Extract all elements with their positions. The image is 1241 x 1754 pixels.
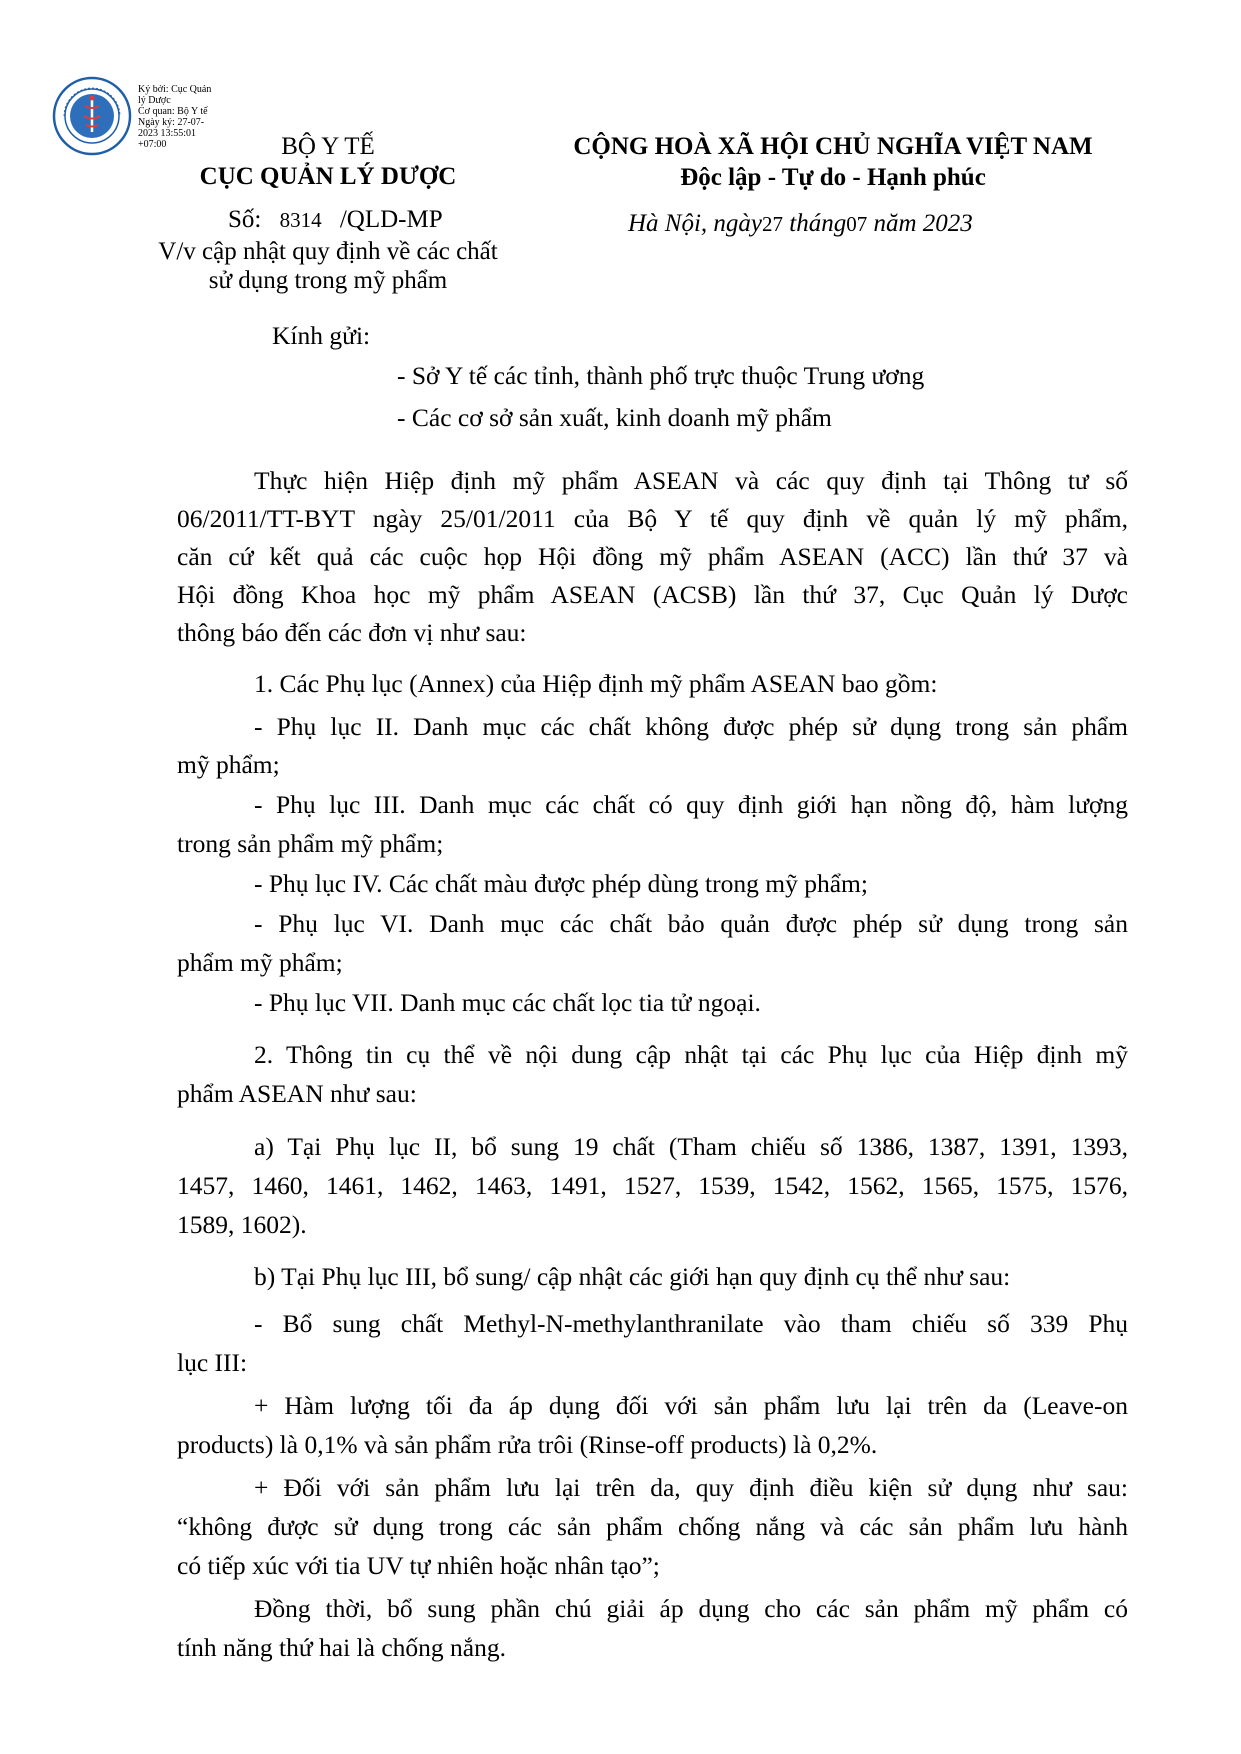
body-line: Đồng thời, bổ sung phần chú giải áp dụng cho các sản phẩm mỹ phẩm có [254, 1594, 1128, 1623]
annex-item-cont: mỹ phẩm; [177, 750, 280, 779]
signature-line: +07:00 [138, 139, 167, 150]
body-line: - Bổ sung chất Methyl-N-methylanthranilate vào tham chiếu số 339 Phụ [254, 1309, 1128, 1338]
annex-item: - Phụ lục II. Danh mục các chất không được phép sử dụng trong sản phẩm [254, 712, 1128, 741]
number-label: Số: [228, 206, 262, 233]
subject-line-1: V/v cập nhật quy định về các chất [158, 238, 498, 265]
annex-item: - Phụ lục VII. Danh mục các chất lọc tia tử ngoại. [254, 988, 761, 1017]
annex-item-cont: phẩm mỹ phẩm; [177, 948, 343, 977]
body-line: tính năng thứ hai là chống nắng. [177, 1633, 506, 1662]
signature-line: Ngày ký: 27-07- [138, 117, 205, 128]
country-name: CỘNG HOÀ XÃ HỘI CHỦ NGHĨA VIỆT NAM [573, 133, 1093, 160]
date-year: năm 2023 [873, 210, 973, 237]
number-suffix: /QLD-MP [339, 206, 443, 233]
section-heading-cont: phẩm ASEAN như sau: [177, 1079, 417, 1108]
body-line: có tiếp xúc với tia UV tự nhiên hoặc nhân tạo”; [177, 1551, 660, 1580]
agency-seal-icon [52, 76, 132, 156]
subject-line-2: sử dụng trong mỹ phẩm [208, 267, 448, 294]
section-heading: 2. Thông tin cụ thể về nội dung cập nhật tại các Phụ lục của Hiệp định mỹ [254, 1040, 1128, 1069]
document-number [228, 206, 443, 234]
body-line: Hội đồng Khoa học mỹ phẩm ASEAN (ACSB) lần thứ 37, Cục Quản lý Dược [177, 580, 1128, 609]
body-line: a) Tại Phụ lục II, bổ sung 19 chất (Tham chiếu số 1386, 1387, 1391, 1393, [254, 1132, 1128, 1161]
annex-item: - Phụ lục VI. Danh mục các chất bảo quản được phép sử dụng trong sản [254, 909, 1128, 938]
issue-date [628, 210, 973, 238]
body-line: + Hàm lượng tối đa áp dụng đối với sản phẩm lưu lại trên da (Leave-on [254, 1391, 1128, 1420]
signature-line: Ký bởi: Cục Quản [138, 84, 212, 95]
date-month-label: tháng [789, 210, 847, 237]
body-line: lục III: [177, 1348, 248, 1377]
national-motto: Độc lập - Tự do - Hạnh phúc [680, 164, 986, 191]
body-line: Thực hiện Hiệp định mỹ phẩm ASEAN và các quy định tại Thông tư số [254, 466, 1128, 495]
body-line: 06/2011/TT-BYT ngày 25/01/2011 của Bộ Y tế quy định về quản lý mỹ phẩm, [177, 504, 1128, 533]
body-line: 1457, 1460, 1461, 1462, 1463, 1491, 1527, 1539, 1542, 1562, 1565, 1575, 1576, [177, 1171, 1128, 1200]
body-line: thông báo đến các đơn vị như sau: [177, 618, 527, 647]
section-heading: 1. Các Phụ lục (Annex) của Hiệp định mỹ phẩm ASEAN bao gồm: [254, 669, 938, 698]
annex-item: - Phụ lục III. Danh mục các chất có quy định giới hạn nồng độ, hàm lượng [254, 790, 1128, 819]
date-prefix: Hà Nội, ngày [628, 210, 763, 237]
agency-name: CỤC QUẢN LÝ DƯỢC [199, 163, 457, 190]
date-day: 27 [762, 212, 784, 236]
signature-line: Cơ quan: Bộ Y tế [138, 106, 208, 117]
body-line: + Đối với sản phẩm lưu lại trên da, quy định điều kiện sử dụng như sau: [254, 1473, 1128, 1502]
greeting: Kính gửi: [272, 321, 371, 350]
annex-item-cont: trong sản phẩm mỹ phẩm; [177, 829, 444, 858]
recipient-item: - Sở Y tế các tỉnh, thành phố trực thuộc Trung ương [397, 361, 925, 390]
signature-line: 2023 13:55:01 [138, 128, 197, 139]
body-line: “không được sử dụng trong các sản phẩm chống nắng và các sản phẩm lưu hành [177, 1512, 1128, 1541]
body-line: products) là 0,1% và sản phẩm rửa trôi (Rinse-off products) là 0,2%. [177, 1430, 878, 1459]
recipient-item: - Các cơ sở sản xuất, kinh doanh mỹ phẩm [397, 403, 832, 432]
body-line: b) Tại Phụ lục III, bổ sung/ cập nhật các giới hạn quy định cụ thể như sau: [254, 1262, 1011, 1291]
date-month: 07 [846, 212, 868, 236]
body-line: căn cứ kết quả các cuộc họp Hội đồng mỹ phẩm ASEAN (ACC) lần thứ 37 và [177, 542, 1128, 571]
number-value: 8314 [279, 208, 322, 232]
body-line: 1589, 1602). [177, 1210, 307, 1239]
annex-item: - Phụ lục IV. Các chất màu được phép dùng trong mỹ phẩm; [254, 869, 868, 898]
signature-line: lý Dược [138, 95, 171, 106]
ministry-name: BỘ Y TẾ [281, 133, 375, 160]
